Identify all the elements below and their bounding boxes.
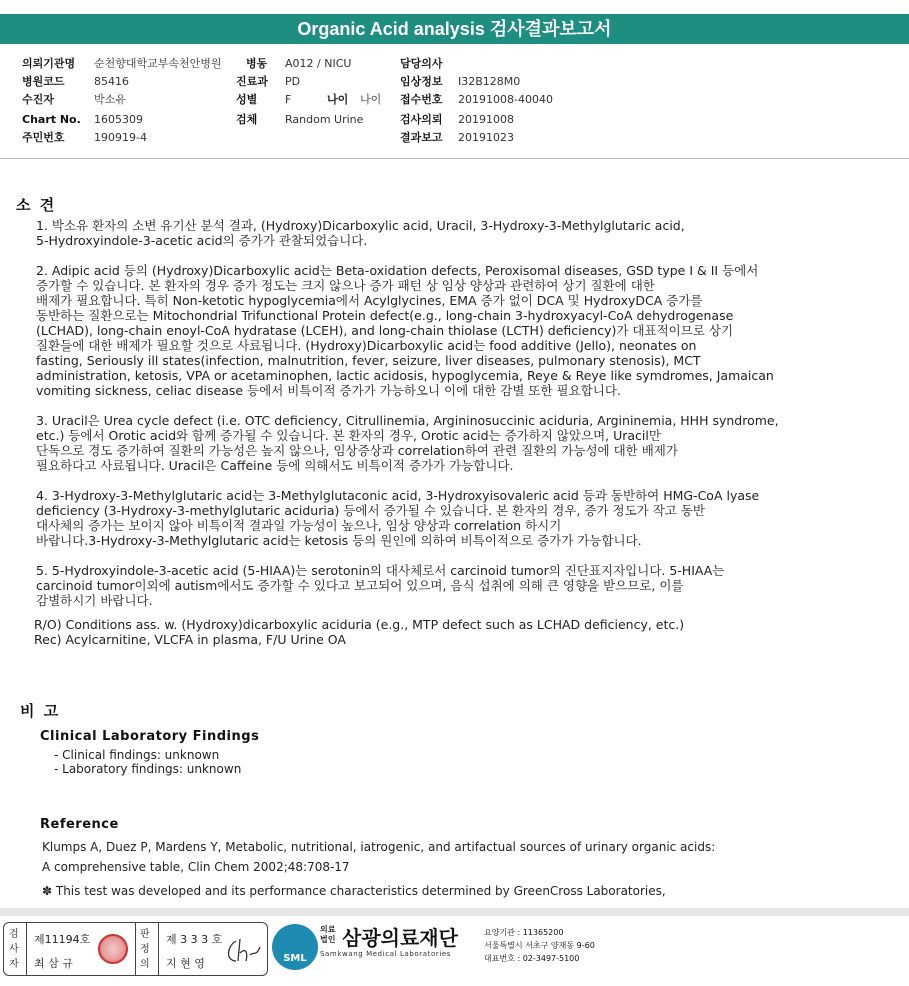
lab-phone: 대표번호 : 02-3497-5100 xyxy=(484,954,580,963)
info-label: 담당의사 xyxy=(400,57,443,70)
info-label: 수진자 xyxy=(22,93,54,106)
info-value: 박소유 xyxy=(94,93,126,106)
doctor-license: 제 3 3 3 호 xyxy=(166,933,223,946)
info-label: 접수번호 xyxy=(400,93,443,106)
info-value: 순천향대학교부속천안병원 xyxy=(94,57,222,70)
info-value: 20191008 xyxy=(458,113,514,126)
rule-out-line: R/O) Conditions ass. w. (Hydroxy)dicarboxylic aciduria (e.g., MTP defect such as LCHAD deficiency, etc.) xyxy=(34,617,685,632)
brand-english: Samkwang Medical Laboratories xyxy=(320,950,452,958)
doctor-signature xyxy=(224,933,264,967)
finding-item: 5. 5-Hydroxyindole-3-acetic acid (5-HIAA)는 serotonin의 대사체로서 carcinoid tumor의 진단표지자입니다. 5-HIAA는 carcinoid tumor이외에 autism에서도 증가할 수 있다고 보고되어 있으며, 음식 섭취에 의해 큰 영향을 받으므로, 이를 감별하시기 바랍니다. xyxy=(36,563,725,608)
disclaimer-note: ✽ This test was developed and its performance characteristics determined by GreenCross Laboratories, xyxy=(42,884,666,898)
findings-body xyxy=(36,218,904,623)
finding-item: 1. 박소유 환자의 소변 유기산 분석 결과, (Hydroxy)Dicarboxylic acid, Uracil, 3-Hydroxy-3-Methylglutaric acid, 5-Hydroxyindole-3-acetic acid의 증가가 관찰되었습니다. xyxy=(36,218,685,248)
examiner-label: 검사자 xyxy=(9,929,19,970)
finding-item: 4. 3-Hydroxy-3-Methylglutaric acid는 3-Methylglutaconic acid, 3-Hydroxyisovaleric acid 등과 동반하여 HMG-CoA lyase deficiency (3-Hydroxy-3-methylglutaric aciduria) 등에서 증가될 수 있습니다. 본 환자의 경우, 증가 정도가 작고 동반 대사체의 증가는 보이지 않아 비특이적 결과일 가능성이 높으나, 임상 양상과 correlation 하시기 바랍니다.3-Hydroxy-3-Methylglutaric acid는 ketosis 등의 원인에 의하여 비특이적으로 증가가 가능합니다. xyxy=(36,488,760,548)
info-value: 85416 xyxy=(94,75,129,88)
info-label: 진료과 xyxy=(236,75,268,88)
lab-code: 요양기관 : 11365200 xyxy=(484,928,564,937)
info-label: 검사의뢰 xyxy=(400,113,443,126)
footer-divider xyxy=(0,908,909,916)
info-value: 1605309 xyxy=(94,113,143,126)
info-value: A012 / NICU xyxy=(285,57,352,70)
sml-logo xyxy=(272,924,318,970)
reference-block xyxy=(40,817,715,877)
info-label: 검체 xyxy=(236,113,258,126)
examiner-seal xyxy=(98,934,128,964)
recommendation-line: Rec) Acylcarnitine, VLCFA in plasma, F/U Urine OA xyxy=(34,632,346,647)
info-label: 주민번호 xyxy=(22,131,65,144)
clinical-item: - Clinical findings: unknown xyxy=(54,748,220,762)
brand-name: 삼광의료재단 xyxy=(342,926,458,950)
reference-title: Reference xyxy=(40,817,119,832)
doctor-label: 판정의 xyxy=(140,929,150,970)
info-value: Random Urine xyxy=(285,113,364,126)
lab-address xyxy=(484,926,595,965)
info-value: I32B128M0 xyxy=(458,75,521,88)
clinical-item: - Laboratory findings: unknown xyxy=(54,762,242,776)
finding-item: 2. Adipic acid 등의 (Hydroxy)Dicarboxylic acid는 Beta-oxidation defects, Peroxisomal diseases, GSD type I & II 등에서 증가할 수 있습니다. 본 환자의 경우 증가 정도는 크지 않으나 증가 패턴 상 임상 양상과 관련하여 상기 질환에 대한 배제가 필요합니다. 특히 Non-ketotic hypoglycemia에서 Acylglycines, EMA 증가 없이 DCA 및 HydroxyDCA 증가를 동반하는 질환으로는 Mitochondrial Trifunctional Protein defect(e.g., long-chain 3-hydroxyacyl-CoA dehydrogenase (LCHAD), long-chain enoyl-CoA hydratase (LCEH), and long-chain thiolase (LCTH) deficiency)가 대표적이므로 상기 질환들에 대한 배제가 필요할 것으로 사료됩니다. (Hydroxy)Dicarboxylic acid는 food additive (Jello), neonates on fasting, Seriously ill states(infection, malnutrition, fever, seizure, liver diseases, pulmonary stenosis), MCT administration, ketosis, VPA or acetaminophen, lactic acidosis, hypoglycemia, Reye & Reye like symdromes, Jamaican vomiting sickness, celiac disease 등에서 비특이적 증가가 가능하오니 이에 대한 감별 또한 필요합니다. xyxy=(36,263,774,398)
clinical-title: Clinical Laboratory Findings xyxy=(40,729,260,744)
info-label: 성별 xyxy=(236,93,258,106)
info-label: 임상정보 xyxy=(400,75,443,88)
doctor-name: 지 현 영 xyxy=(166,957,205,970)
examiner-license: 제11194호 xyxy=(34,933,91,946)
signature-box xyxy=(3,922,268,976)
report-title: Organic Acid analysis 검사결과보고서 xyxy=(0,14,909,44)
info-value: F xyxy=(285,93,292,106)
remarks-title: 비 고 xyxy=(20,702,61,720)
examiner-name: 최 삼 규 xyxy=(34,957,73,970)
reference-line: A comprehensive table, Clin Chem 2002;48:708-17 xyxy=(42,860,350,874)
info-label: 병동 xyxy=(246,57,268,70)
divider xyxy=(0,158,909,159)
info-label: 나이 xyxy=(327,93,349,106)
ro-rec-block xyxy=(34,617,684,647)
clinical-findings xyxy=(40,729,259,776)
info-label: 결과보고 xyxy=(400,131,443,144)
brand-small-1: 의료 xyxy=(320,925,336,934)
brand-small-2: 법인 xyxy=(320,935,336,944)
info-label: 병원코드 xyxy=(22,75,65,88)
finding-item: 3. Uracil은 Urea cycle defect (i.e. OTC deficiency, Citrullinemia, Argininosuccinic aciduria, Argininemia, HHH syndrome, etc.) 등에서 Orotic acid와 함께 증가될 수 있습니다. 본 환자의 경우, Orotic acid는 증가하지 않았으며, Uracil만 단독으로 경도 증가하여 질환의 가능성은 높지 않으나, 임상증상과 correlation하여 관련 질환의 가능성에 대한 배제가 필요하다고 사료됩니다. Uracil은 Caffeine 등에 의해서도 비특이적 증가가 가능합니다. xyxy=(36,413,779,473)
info-label: Chart No. xyxy=(22,113,81,126)
info-label: 의뢰기관명 xyxy=(22,57,76,70)
info-value: 190919-4 xyxy=(94,131,147,144)
info-value: PD xyxy=(285,75,301,88)
logo-text: SML xyxy=(283,953,307,964)
findings-title: 소 견 xyxy=(16,196,57,214)
info-value: 나이 xyxy=(360,93,382,106)
info-value: 20191008-40040 xyxy=(458,93,553,106)
lab-address-line: 서울특별시 서초구 양재동 9-60 xyxy=(484,941,595,950)
info-value: 20191023 xyxy=(458,131,514,144)
reference-line: Klumps A, Duez P, Mardens Y, Metabolic, nutritional, iatrogenic, and artifactual sources of urinary organic acids: xyxy=(42,840,716,854)
